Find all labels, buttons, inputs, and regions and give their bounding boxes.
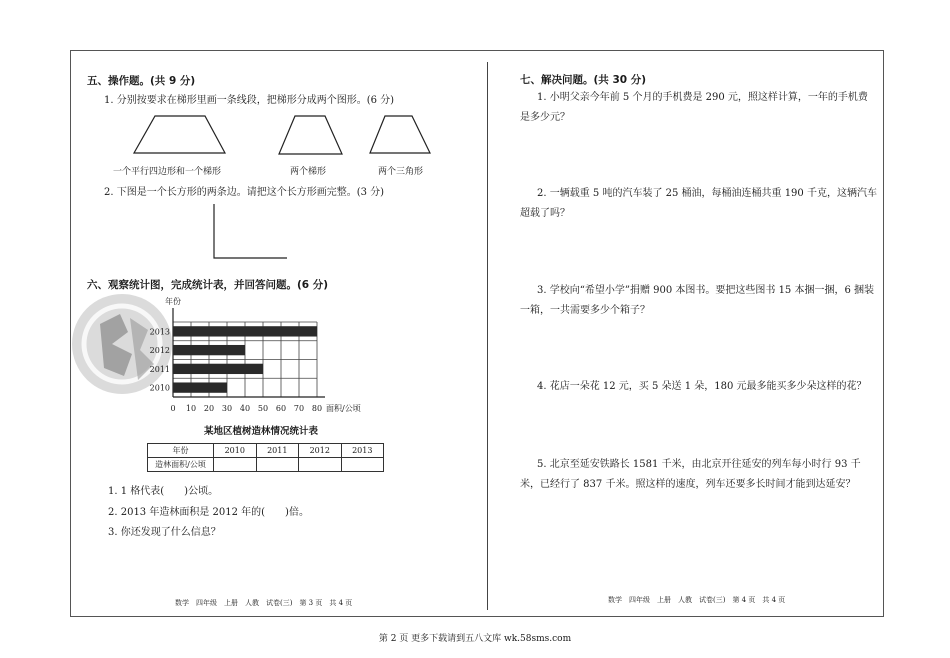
stat-table-title: 某地区植树造林情况统计表: [204, 426, 319, 437]
y-tick-label: 2010: [149, 383, 170, 393]
left-page-footer: 数学 四年级 上册 人教 试卷(三) 第 3 页 共 4 页: [175, 599, 353, 607]
bar: [173, 345, 245, 355]
x-tick-label: 80: [311, 404, 323, 413]
x-tick-label: 20: [203, 404, 215, 413]
right-page-footer: 数学 四年级 上册 人教 试卷(三) 第 4 页 共 4 页: [608, 596, 786, 604]
section-7-question-1-line-2: 是多少元？: [520, 112, 570, 123]
y-tick-label: 2011: [149, 364, 170, 374]
table-row: [148, 444, 384, 458]
bar: [173, 364, 263, 374]
y-tick-label: 2012: [149, 346, 170, 356]
section-5-question-2: 2. 下图是一个长方形的两条边。请把这个长方形画完整。(3 分): [104, 187, 385, 198]
table-row-label: 造林面积/公顷: [148, 458, 214, 472]
section-7-question-3-line-2: 一箱，一共需要多少个箱子？: [520, 305, 650, 316]
table-answer-cell[interactable]: [256, 458, 299, 472]
table-answer-cell[interactable]: [341, 458, 384, 472]
section-6-question-2: 2. 2013 年造林面积是 2012 年的( )倍。: [108, 507, 309, 518]
section-6-heading: 六、观察统计图，完成统计表，并回答问题。(6 分): [87, 279, 329, 291]
section-5-question-1: 1. 分别按要求在梯形里画一条线段，把梯形分成两个图形。(6 分): [104, 95, 395, 106]
stat-table: [147, 443, 384, 472]
section-7-heading: 七、解决问题。(共 30 分): [520, 74, 647, 86]
trapezoid-label-3: 两个三角形: [378, 167, 424, 177]
trapezoid-label-2: 两个梯形: [290, 167, 327, 177]
section-6-question-1: 1. 1 格代表( )公顷。: [108, 486, 219, 497]
y-tick-label: 2013: [149, 327, 170, 337]
section-7-question-5-line-1: 5. 北京至延安铁路长 1581 千米，由北京开往延安的列车每小时行 93 千: [537, 459, 861, 470]
section-7-question-2-line-2: 超载了吗？: [520, 208, 570, 219]
x-tick-label: 70: [293, 404, 305, 413]
table-header-cell: 年份: [148, 444, 214, 458]
x-tick-label: 60: [275, 404, 287, 413]
table-header-cell: 2012: [299, 444, 342, 458]
section-7-question-2-line-1: 2. 一辆载重 5 吨的汽车装了 25 桶油，每桶油连桶共重 190 千克，这辆汽车: [537, 188, 877, 199]
download-notice: 第 2 页 更多下载请到五八文库 wk.58sms.com: [378, 634, 572, 644]
table-header-cell: 2010: [214, 444, 257, 458]
table-answer-cell[interactable]: [214, 458, 257, 472]
x-tick-label: 50: [257, 404, 269, 413]
table-header-cell: 2011: [256, 444, 299, 458]
table-header-cell: 2013: [341, 444, 384, 458]
section-7-question-4: 4. 花店一朵花 12 元，买 5 朵送 1 朵，180 元最多能买多少朵这样的花？: [537, 381, 867, 392]
x-tick-label: 30: [221, 404, 233, 413]
trapezoid-label-1: 一个平行四边形和一个梯形: [113, 167, 222, 177]
table-row: [148, 458, 384, 472]
x-tick-label: 0: [170, 404, 176, 413]
table-answer-cell[interactable]: [299, 458, 342, 472]
chart-x-axis-label: 面积/公顷: [326, 404, 361, 413]
section-5-heading: 五、操作题。(共 9 分): [87, 75, 196, 87]
x-tick-label: 40: [239, 404, 251, 413]
section-7-question-5-line-2: 米，已经行了 837 千米。照这样的速度，列车还要多长时间才能到达延安？: [520, 479, 856, 490]
section-6-question-3: 3. 你还发现了什么信息？: [108, 527, 221, 538]
x-tick-label: 10: [185, 404, 197, 413]
chart-y-axis-label: 年份: [165, 297, 181, 306]
bar: [173, 326, 317, 336]
section-7-question-1-line-1: 1. 小明父亲今年前 5 个月的手机费是 290 元，照这样计算，一年的手机费: [537, 92, 868, 103]
section-7-question-3-line-1: 3. 学校向“希望小学”捐赠 900 本图书。要把这些图书 15 本捆一捆，6 捆装: [537, 285, 875, 296]
bar: [173, 382, 227, 392]
